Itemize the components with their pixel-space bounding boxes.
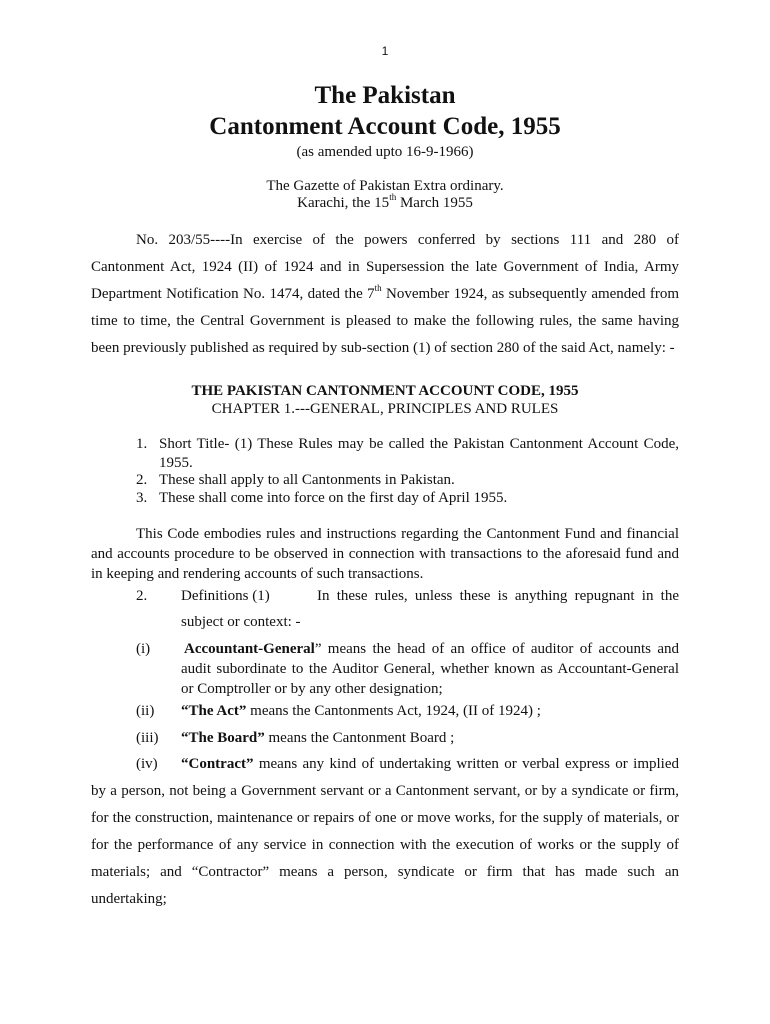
item-ii-rest: means the Cantonments Act, 1924, (II of 1924) ;: [246, 703, 541, 719]
item-i-number: (i): [136, 641, 151, 657]
contract-line-3: for the performance of any service in connection with the execution of works or the supply of: [91, 837, 679, 853]
rule-3-number: 3.: [136, 490, 148, 506]
definitions-text-cont: subject or context: -: [181, 614, 301, 630]
item-iv-term: “Contract”: [181, 756, 254, 772]
item-i-term: Accountant-General: [184, 641, 315, 657]
contract-line-5: undertaking;: [91, 891, 167, 907]
embodies-line-2: and accounts procedure to be observed in connection with transactions to the aforesaid fund and: [91, 546, 679, 562]
gazette-line: The Gazette of Pakistan Extra ordinary.: [266, 178, 504, 194]
item-i-line-1: [184, 641, 679, 658]
preamble-line-3-prefix: Department Notification No. 1474, dated the 7: [91, 286, 375, 302]
chapter-heading: CHAPTER 1.---GENERAL, PRINCIPLES AND RULES: [211, 401, 559, 417]
preamble-line-3-sup: th: [374, 283, 382, 293]
item-i-rest: ” means the head of an office of auditor of accounts and: [314, 641, 679, 657]
title-line-1: The Pakistan: [314, 82, 456, 109]
item-iv-text: [181, 756, 679, 773]
embodies-line-1: This Code embodies rules and instructions regarding the Cantonment Fund and financial: [136, 526, 679, 542]
rule-2-number: 2.: [136, 472, 148, 488]
karachi-prefix: Karachi, the 15: [297, 195, 390, 211]
item-iv-rest: means any kind of undertaking written or verbal express or implied: [253, 756, 679, 772]
preamble-line-5: been previously published as required by sub-section (1) of section 280 of the said Act, namely: -: [91, 340, 675, 356]
contract-line-4: materials; and “Contractor” means a person, syndicate or firm that has made such an: [91, 864, 679, 880]
karachi-suffix: March 1955: [396, 195, 473, 211]
item-i-line-3: or Comptroller or by any other designation;: [181, 681, 443, 697]
preamble-line-4: time to time, the Central Government is pleased to make the following rules, the same having: [91, 313, 679, 329]
rule-3-text: These shall come into force on the first day of April 1955.: [159, 490, 508, 506]
preamble-line-3: [91, 283, 679, 303]
item-ii-term: “The Act”: [181, 703, 247, 719]
item-iii-rest: means the Cantonment Board ;: [264, 730, 455, 746]
karachi-date-line: [0, 192, 770, 212]
amended-note: (as amended upto 16-9-1966): [296, 144, 474, 160]
item-ii-text: [181, 703, 541, 720]
contract-line-1: by a person, not being a Government servant or a Cantonment servant, or by a syndicate or firm,: [91, 783, 679, 799]
rule-1-text-cont: 1955.: [159, 455, 193, 471]
rule-1-text: Short Title- (1) These Rules may be called the Pakistan Cantonment Account Code,: [159, 436, 679, 452]
preamble-line-2: Cantonment Act, 1924 (II) of 1924 and in Supersession the late Government of India, Army: [91, 259, 679, 275]
item-iv-number: (iv): [136, 756, 158, 772]
item-iii-text: [181, 730, 454, 747]
item-iii-number: (iii): [136, 730, 159, 746]
item-i-line-2: audit subordinate to the Auditor General, whether known as Accountant-General: [181, 661, 679, 677]
title-line-2: Cantonment Account Code, 1955: [209, 113, 561, 140]
page-number: 1: [381, 44, 389, 58]
preamble-line-1: No. 203/55----In exercise of the powers conferred by sections 111 and 280 of: [136, 232, 679, 248]
item-ii-number: (ii): [136, 703, 155, 719]
definitions-label: Definitions (1): [181, 588, 270, 604]
karachi-sup: th: [389, 192, 397, 202]
preamble-line-3-suffix: November 1924, as subsequently amended from: [381, 286, 679, 302]
rule-2-text: These shall apply to all Cantonments in Pakistan.: [159, 472, 455, 488]
code-heading: THE PAKISTAN CANTONMENT ACCOUNT CODE, 1955: [191, 383, 579, 399]
item-iii-term: “The Board”: [181, 730, 265, 746]
contract-line-2: for the construction, maintenance or repairs of one or move works, for the supply of materials, or: [91, 810, 679, 826]
rule-1-number: 1.: [136, 436, 148, 452]
definitions-number: 2.: [136, 588, 148, 604]
embodies-line-3: in keeping and rendering accounts of such transactions.: [91, 566, 424, 582]
definitions-text: In these rules, unless these is anything repugnant in the: [317, 588, 679, 604]
